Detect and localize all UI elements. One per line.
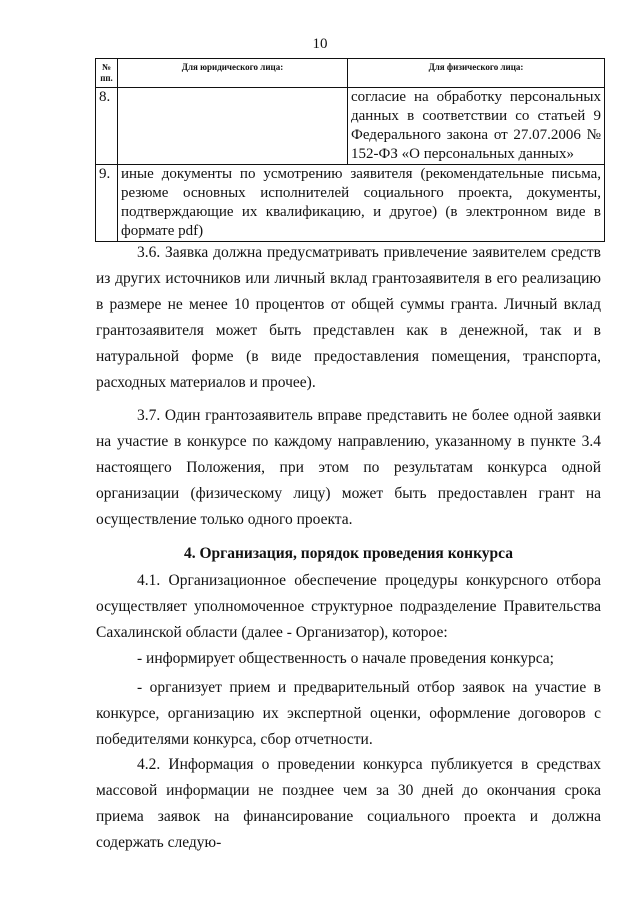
table-row	[96, 88, 605, 165]
row-number: 9.	[96, 165, 118, 242]
header-num: № пп.	[96, 59, 118, 88]
paragraph-3-6: 3.6. Заявка должна предусматривать привлечение заявителем средств из других источников или личный вклад грантозаявителя в его реализацию в размере не менее 10 процентов от общей суммы гранта. Личный вклад грантозаявителя может быть представлен как в денежной, так и в натуральной форме (в виде предоставления помещения, транспорта, расходных материалов и прочее).	[96, 244, 601, 391]
bullet-inform-public: - информирует общественность о начале проведения конкурса;	[137, 650, 554, 667]
paragraph-4-2: 4.2. Информация о проведении конкурса публикуется в средствах массовой информации не позднее чем за 30 дней до окончания срока приема заявок на финансирование социального проекта и должна содержать следую-	[96, 756, 601, 851]
table-header-row	[96, 59, 605, 88]
table-row	[96, 165, 605, 242]
header-legal-entity: Для юридического лица:	[118, 59, 348, 88]
row-merged-cell: иные документы по усмотрению заявителя (рекомендательные письма, резюме основных исполнителей социального проекта, документы, подтверждающие их квалификацию, и другое) (в электронном виде в формате pdf)	[118, 165, 605, 242]
paragraph-3-7: 3.7. Один грантозаявитель вправе представить не более одной заявки на участие в конкурсе по каждому направлению, указанному в пункте 3.4 настоящего Положения, при этом по результатам конкурса одной организации (физическому лицу) может быть предоставлен грант на осуществление только одного проекта.	[96, 407, 601, 528]
row-legal-cell	[118, 88, 348, 165]
section-4-title: 4. Организация, порядок проведения конкурса	[184, 545, 513, 562]
bullet-organize-reception: - организует прием и предварительный отбор заявок на участие в конкурсе, организацию их экспертной оценки, оформление договоров с победителями конкурса, сбор отчетности.	[96, 679, 601, 748]
row-number: 8.	[96, 88, 118, 165]
row-physical-cell: согласие на обработку персональных данных в соответствии со статьей 9 Федерального закона от 27.07.2006 № 152-ФЗ «О персональных данных»	[348, 88, 605, 165]
page-number: 10	[312, 36, 328, 52]
documents-table	[95, 58, 605, 242]
paragraph-4-1: 4.1. Организационное обеспечение процедуры конкурсного отбора осуществляет уполномоченное структурное подразделение Правительства Сахалинской области (далее - Организатор), которое:	[96, 572, 601, 641]
header-physical-person: Для физического лица:	[348, 59, 605, 88]
